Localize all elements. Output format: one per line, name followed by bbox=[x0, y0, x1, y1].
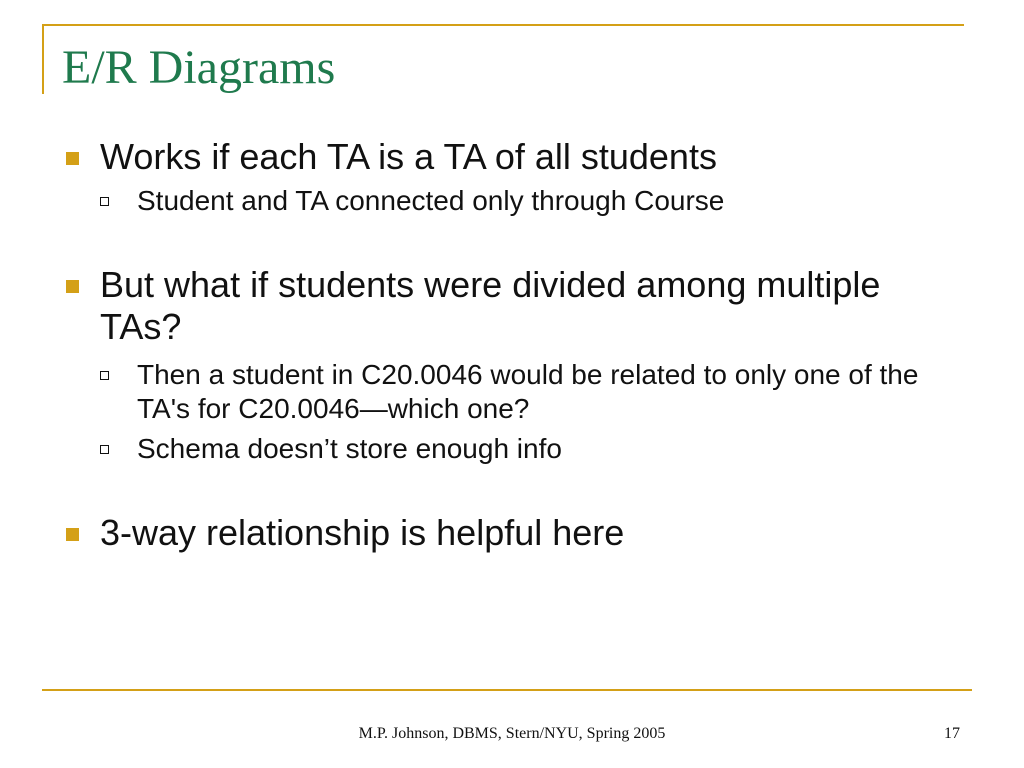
page-number: 17 bbox=[944, 725, 960, 742]
bullet-item bbox=[62, 512, 962, 554]
bullet-item bbox=[62, 136, 962, 178]
filled-square-bullet-icon bbox=[66, 280, 79, 293]
bullet-text: 3-way relationship is helpful here bbox=[100, 512, 625, 553]
slide-body bbox=[62, 132, 962, 554]
bullet-text: But what if students were divided among multiple TAs? bbox=[100, 264, 881, 347]
hollow-square-bullet-icon bbox=[100, 371, 109, 380]
hollow-square-bullet-icon bbox=[100, 445, 109, 454]
sub-bullet-item bbox=[100, 432, 962, 466]
top-rule bbox=[42, 24, 964, 26]
sub-bullet-item bbox=[100, 358, 962, 426]
hollow-square-bullet-icon bbox=[100, 197, 109, 206]
filled-square-bullet-icon bbox=[66, 528, 79, 541]
sub-bullet-text: Student and TA connected only through Course bbox=[137, 185, 725, 216]
filled-square-bullet-icon bbox=[66, 152, 79, 165]
sub-bullet-text: Schema doesn’t store enough info bbox=[137, 433, 562, 464]
bottom-rule bbox=[42, 689, 972, 691]
slide-title: E/R Diagrams bbox=[62, 41, 336, 94]
sub-bullet-text: Then a student in C20.0046 would be related to only one of the TA's for C20.0046—which one? bbox=[137, 359, 919, 424]
slide-footer: M.P. Johnson, DBMS, Stern/NYU, Spring 2005 bbox=[358, 725, 666, 742]
bullet-text: Works if each TA is a TA of all students bbox=[100, 136, 717, 177]
bullet-item bbox=[62, 264, 962, 348]
left-rule bbox=[42, 24, 44, 94]
sub-bullet-item bbox=[100, 184, 962, 218]
